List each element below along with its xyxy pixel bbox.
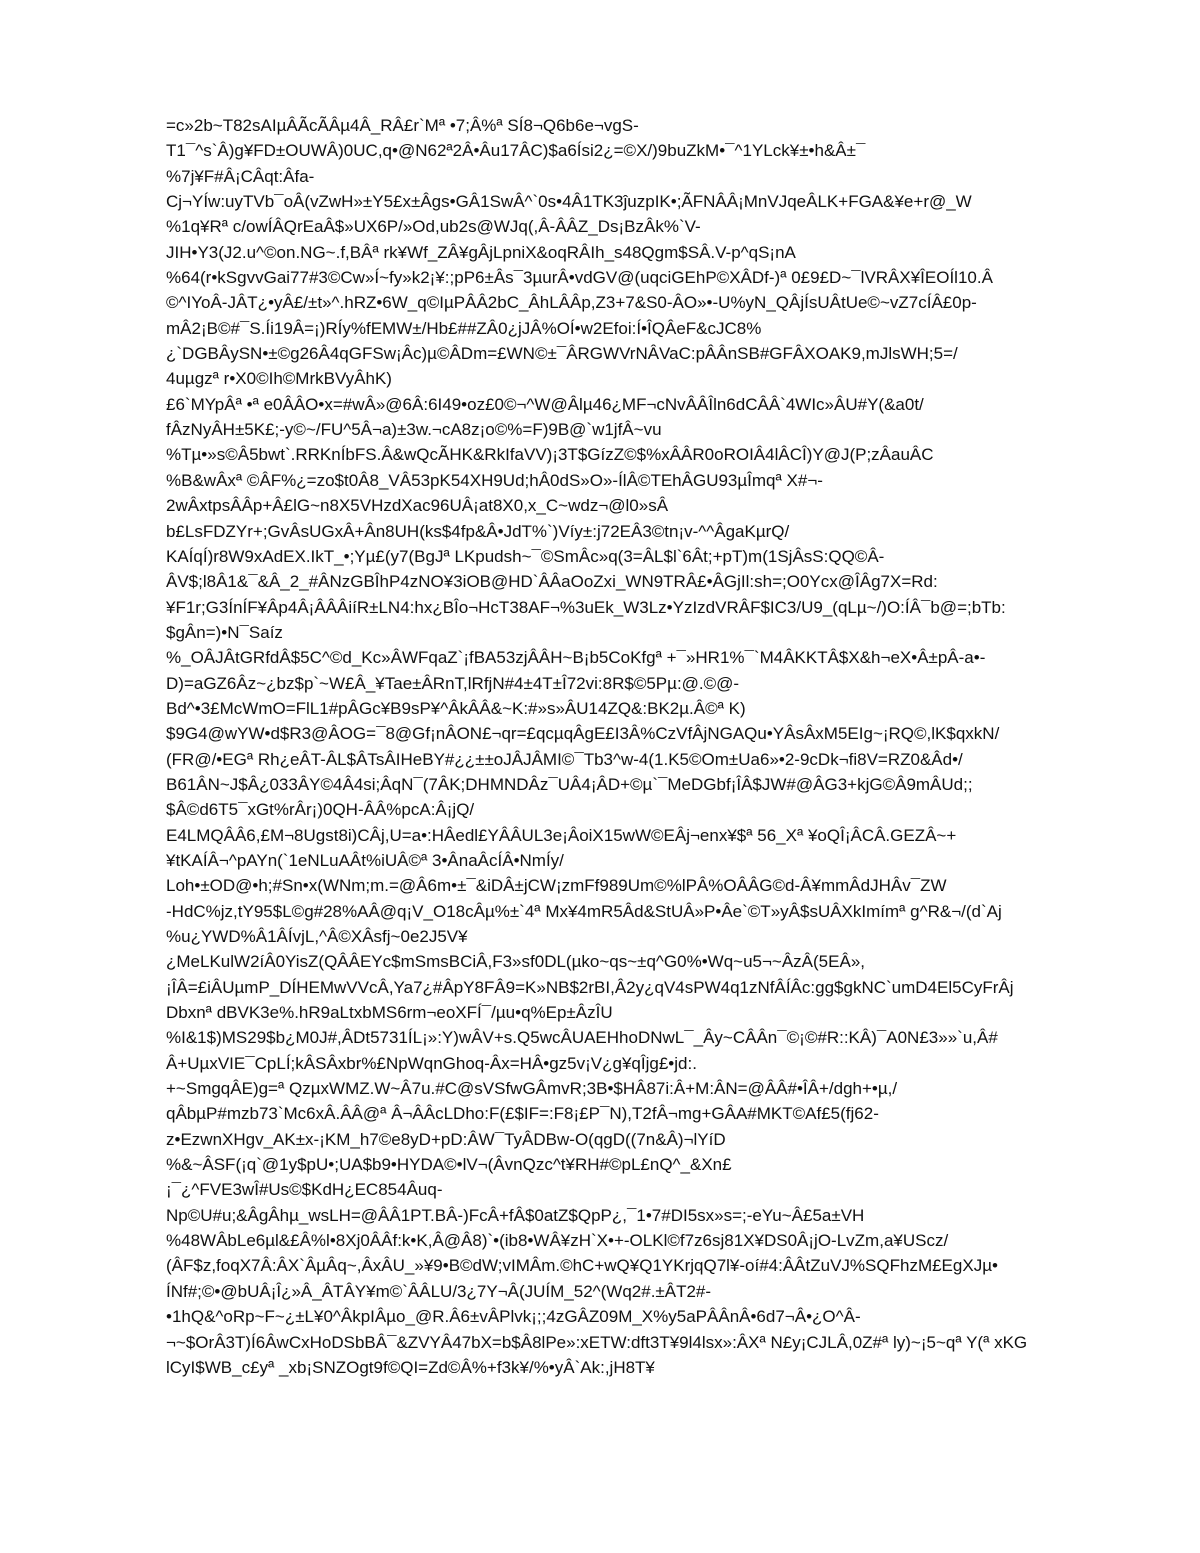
- text-line: qÂbµP#mzb73`Mc6xÂ.ÂÂ@ª Â¬ÂÂcLDho:F(£$IF=:F8¡£P¯N),T2fÂ¬mg+GÂA#MKT©Af£5(fj62-: [166, 1104, 879, 1124]
- text-line: ¿MeLKulW2íÂ0YisZ(QÂÂEYc$mSmsBCiÂ,F3»sf0DL(µko~qs~±q^G0%•Wq~u5¬~ÂzÂ(5EÂ»,: [166, 952, 865, 972]
- text-line: $9G4@wYW•d$R3@ÂOG=¯8@Gf¡nÂON£¬qr=£qcµqÂgE£I3Â%CzVfÂjNGAQu•YÂsÂxM5EIg~¡RQ©,lK$qxkN/: [166, 724, 1000, 744]
- text-line: Loh•±OD@•h;#Sn•x(WNm;m.=@Â6m•±¯&iDÂ±jCW¡zmFf989Um©%lPÂ%OÂÂG©d-Â¥mmÂdJHÂv¯ZW: [166, 876, 947, 896]
- text-line: Bd^•3£McWmO=FlL1#pÂGc¥B9sP¥^ÂkÂÂ&~K:#»s»ÂU14ZQ&:BK2µ.Â©ª K): [166, 698, 746, 718]
- text-line: ¡ÎÂ=£iÂUµmP_DÍHEMwVVcÂ,Ya7¿#ÂpY8FÂ9=K»NB$2rBI,Â2y¿qV4sPW4q1zNfÂÍÂc:gg$gkNC`umD4El5CyFrÂj: [166, 977, 1014, 997]
- text-line: $gÂn=)•N¯Saíz: [166, 622, 283, 642]
- text-line: %48WÂbLe6µl&£Â%l•8Xj0ÂÂf:k•K,Â@Â8)`•(ib8•WÂ¥zH`X•+-OLKl©f7z6sj81X¥DS0Â¡jO-LvZm,a¥UScz/: [166, 1231, 949, 1251]
- text-line: %Tµ•»s©Â5bwt`.RRKnÍbFS.Â&wQcÃHK&RkIfaVV)¡3T$GízZ©$%xÂÂR0oROIÂ4lÂCÎ)Y@J(P;zÂauÂC: [166, 445, 934, 465]
- text-line: D)=aGZ6Âz~¿bz$p`~W£Â_¥Tae±ÂRnT,lRfjN#4±4T±Î72vi:8R$©5Pµ:@.©@-: [166, 673, 740, 693]
- text-line: b£LsFDZYr+;GvÂsUGxÂ+Ân8UH(ks$4fp&Â•JdT%`)Víy±:j72EÂ3©tn¡v-^^ÂgaKµrQ/: [166, 521, 790, 541]
- text-line: $Â©d6T5¯xGt%rÂr¡)0QH-ÂÂ%pcA:Â¡jQ/: [166, 800, 475, 820]
- document-body: [166, 113, 1126, 1380]
- text-line: Dbxnª dBVK3e%.hR9aLtxbMS6rm¬eoXFÍ¯/µu•q%Ep±ÂzÎU: [166, 1003, 613, 1023]
- text-line: %64(r•kSgvvGai77#3©Cw»Í~fy»k2¡¥:;pP6±Âs¯3µurÂ•vdGV@(uqciGEhP©XÂDf-)ª 0£9£D~¯lVRÂX¥ÎEOÍl10.Â: [166, 268, 993, 288]
- text-line: =c»2b~T82sAIµÂÃcÃÂµ4Â_RÂ£r`Mª •7;Â%ª SÍ8¬Q6b6e¬vgS-: [166, 116, 639, 135]
- text-line: KAÍqÍ)r8W9xAdEX.IkT_•;Yµ£(y7(BgJª LKpudsh~¯©SmÂc»q(3=ÂL$l`6Ât;+pT)m(1SjÂsS:QQ©Â-: [166, 546, 885, 566]
- text-line: ¡¯¿^FVE3wÎ#Us©$KdH¿EC854Âuq-: [166, 1180, 443, 1200]
- text-line: Â+UµxVIE¯CpLÍ;kÂSÂxbr%£NpWqnGhoq-Âx=HÂ•gz5v¡V¿g¥qÎjg£•jd:.: [166, 1053, 697, 1073]
- text-line: Np©U#u;&ÂgÂhµ_wsLH=@ÂÂ1PT.BÂ-)FcÂ+fÂ$0atZ$QpP¿,¯1•7#DI5sx»s=;-eYu~Â£5a±VH: [166, 1205, 865, 1225]
- text-line: E4LMQÂÂ6,£M¬8Ugst8i)CÂj,U=a•:HÂedl£YÂÂUL3e¡ÂoiX15wW©EÂj¬enx¥$ª 56_Xª ¥oQÎ¡ÂCÂ.GEZÂ~+: [166, 825, 957, 845]
- text-line: ÂV$;l8Â1&¯&Â_2_#ÂNzGBÎhP4zNO¥3iOB@HD`ÂÂaOoZxi_WN9TRÂ£•ÂGjIl:sh=;O0Ycx@ÎÂg7X=Rd:: [166, 572, 938, 592]
- text-line: %1q¥Rª c/owÍÂQrEaÂ$»UX6P/»Od,ub2s@WJq(,Â-ÂÂZ_Ds¡BzÂk%`V-: [166, 217, 701, 237]
- text-line: mÂ2¡B©#¯S.Íi19Â=¡)RÍy%fEMW±/Hb£##ZÂ0¿jJÂ%OÍ•w2Efoi:Í•ÎQÂeF&cJC8%: [166, 318, 762, 338]
- text-line: 2wÂxtpsÂÂp+Â£lG~n8X5VHzdXac96UÂ¡at8X0,x_C~wdz¬@l0»sÂ: [166, 496, 669, 516]
- text-line: T1¯^s`Â)g¥FD±OUWÂ)0UC,q•@N62ª2Â•Âu17ÂC)$a6Ísi2¿=©X/)9buZkM•¯^1YLck¥±•h&Â±¯: [166, 141, 866, 161]
- text-line: z•EzwnXHgv_AK±x-¡KM_h7©e8yD+pD:ÂW¯TyÂDBw-O(qgD((7n&Â)¬lYíD: [166, 1129, 726, 1149]
- text-line: %I&1$)MS29$b¿M0J#,ÂDt5731ÍL¡»:Y)wÂV+s.Q5wcÂUAEHhoDNwL¯_Ây~CÂÂn¯©¡©#R::KÂ)¯A0N£3»»`u,Â#: [166, 1028, 998, 1048]
- text-line: 4uµgzª r•X0©Ih©MrkBVyÂhK): [166, 369, 392, 389]
- text-line: Cj¬YÍw:uyTVb¯oÂ(vZwH»±Y5£x±Âgs•GÂ1SwÂ^`0s•4Â1TK3ĵuzpIK•;ÃFNÂÂ¡MnVJqeÂLK+FGA&¥e+r@_W: [166, 192, 972, 212]
- text-line: +~SmgqÂE)g=ª QzµxWMZ.W~Â7u.#C@sVSfwGÂmvR;3B•$HÂ87i:Â+M:ÂN=@ÂÂ#•ÎÂ+/dgh+•µ,/: [166, 1079, 898, 1099]
- text-line: %&~ÂSF(¡q`@1y$pU•;UA$b9•HYDA©•lV¬(ÂvnQzc^t¥RH#©pL£nQ^_&Xn£: [166, 1155, 732, 1175]
- text-line: (ÂF$z,foqX7Â:ÂX`ÂµÂq~,ÂxÂU_»¥9•B©dW;vIMÂm.©hC+wQ¥Q1YKrjqQ7l¥-oí#4:ÂÂtZuVJ%SQFhzM£EgXJµ•: [166, 1256, 998, 1276]
- text-line: ÍNf#;©•@bUÂ¡Î¿»Â_ÂTÂY¥m©`ÂÂLU/3¿7Y¬Â(JUÍM_52^(Wq2#.±ÂT2#-: [166, 1281, 712, 1301]
- text-line: %_OÂJÂtGRfdÂ$5C^©d_Kc»ÂWFqaZ`¡fBA53zjÂÂH~B¡b5CoKfgª +¯»HR1%¯`M4ÂKKTÂ$X&h¬eX•Â±pÂ-a•-: [166, 648, 986, 668]
- text-line: JIH•Y3(J2.u^©on.NG~.f,BÂª rk¥Wf_ZÂ¥gÂjLpniX&oqRÂIh_s48Qgm$SÂ.V-p^qS¡nA: [166, 242, 796, 262]
- text-line: lCyI$WB_c£yª _xb¡SNZOgt9f©QI=Zd©Â%+f3k¥/%•yÂ`Ak:,jH8T¥: [166, 1357, 655, 1377]
- text-line: (FR@/•EGª Rh¿eÂT-ÂL$ÂTsÂIHeBY#¿¿±±oJÂJÂMI©¯Tb3^w-4(1.K5©Om±Ua6»•2-9cDk¬fi8V=RZ0&Âd•/: [166, 749, 963, 769]
- text-line: %B&wÂxª ©ÂF%¿=zo$t0Â8_VÂ53pK54XH9Ud;hÂ0dS»O»-ÍlÂ©TEhÂGU93µÎmqª X#¬-: [166, 470, 823, 490]
- text-line: £6`MYpÂª •ª e0ÂÂO•x=#wÂ»@6Â:6I49•oz£0©¬^W@Âlµ46¿MF¬cNvÂÂÎln6dCÂÂ`4WIc»ÂU#Y(&a0t/: [166, 394, 924, 414]
- text-line: •1hQ&^oRp~F~¿±L¥0^ÂkpIÂµo_@R.Â6±vÂPlvk¡;;4zGÂZ09M_X%y5aPÂÂnÂ•6d7¬Â•¿O^Â-: [166, 1307, 861, 1327]
- text-line: ¥F1r;G3ÍnÍF¥Âp4Â¡ÂÂÂiíR±LN4:hx¿BÎo¬HcT38AF¬%3uEk_W3Lz•YzIzdVRÂF$IC3/U9_(qLµ~/)O:ÍÂ¯b@=;bTb:: [166, 597, 1006, 617]
- text-line: fÂzNyÂH±5K£;-y©~/FU^5Â¬a)±3w.¬cA8z¡o©%=F)9B@`w1jfÂ~vu: [166, 420, 662, 440]
- text-line: ¥tKAÍÂ¬^pAYn(`1eNLuAÂt%iUÂ©ª 3•ÂnaÂcÍÂ•NmÍy/: [166, 850, 564, 870]
- text-line: ¬~$OrÂ3T)Í6ÂwCxHoDSbBÂ¯&ZVYÂ47bX=b$Â8lPe»:xETW:dft3T¥9l4lsx»:ÂXª N£y¡CJLÂ,0Z#ª ly)~¡5~qª Y(ª xKG: [166, 1332, 1028, 1352]
- text-line: ¿`DGBÂySN•±©g26Â4qGFSw¡Âc)µ©ÂDm=£WN©±¯ÂRGWVrNÂVaC:pÂÂnSB#GFÂXOAK9,mJlsWH;5=/: [166, 344, 958, 364]
- text-line: %u¿YWD%Â1ÂÍvjL,^Â©XÂsfj~0e2J5V¥: [166, 927, 468, 946]
- text-line: ©^IYoÂ-JÂT¿•yÂ£/±t»^.hRZ•6W_q©IµPÂÂ2bC_ÂhLÂÂp,Z3+7&S0-ÂO»•-U%yN_QÂjÍsUÂtUe©~vZ7cÍÂ£0p-: [166, 293, 977, 313]
- text-line: -HdC%jz,tY95$L©g#28%AÂ@q¡V_O18cÂµ%±`4ª Mx¥4mR5Âd&StUÂ»P•Âe`©T»yÂ$sUÂXkImímª g^R&¬/(d`Aj: [166, 901, 1002, 921]
- text-line: B61ÂN~J$Â¿033ÂY©4Â4si;ÂqN¯(7ÂK;DHMNDÂz¯UÂ4¡ÂD+©µ`¯MeDGbf¡ÎÂ$JW#@ÂG3+kjG©Â9mÂUd;;: [166, 774, 973, 794]
- text-line: %7j¥F#Â¡CÂqt:Âfa-: [166, 166, 315, 186]
